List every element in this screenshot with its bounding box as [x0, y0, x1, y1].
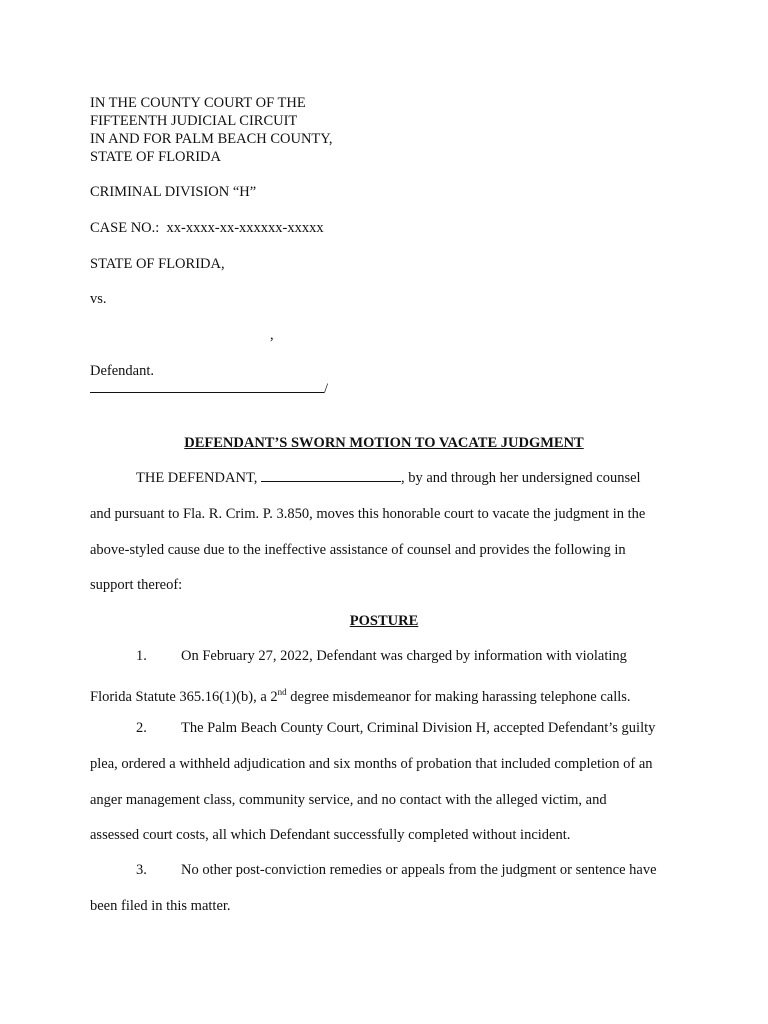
- caption-blank-line: [90, 380, 324, 393]
- intro-line: [136, 469, 641, 487]
- paragraph-line: [90, 683, 631, 706]
- paragraph-line: been filed in this matter.: [90, 898, 231, 914]
- ordinal-suffix: nd: [277, 687, 287, 697]
- court-line: IN THE COUNTY COURT OF THE: [90, 95, 306, 111]
- paragraph-text: degree misdemeanor for making harassing telephone calls.: [286, 688, 631, 705]
- paragraph-text: On February 27, 2022, Defendant was charged by information with violating: [181, 648, 627, 664]
- document-title: DEFENDANT’S SWORN MOTION TO VACATE JUDGMENT: [184, 435, 584, 451]
- versus: vs.: [90, 291, 107, 307]
- paragraph-number: 1.: [136, 648, 147, 664]
- case-number-label: CASE NO.:: [90, 220, 160, 236]
- intro-line: and pursuant to Fla. R. Crim. P. 3.850, moves this honorable court to vacate the judgment in the: [90, 506, 646, 522]
- case-number-line: [90, 219, 324, 237]
- court-line: FIFTEENTH JUDICIAL CIRCUIT: [90, 113, 298, 129]
- paragraph-line: anger management class, community service, and no contact with the alleged victim, and: [90, 792, 607, 808]
- paragraph-text: Florida Statute 365.16(1)(b), a 2: [90, 688, 278, 705]
- intro-start: THE DEFENDANT,: [136, 470, 261, 486]
- criminal-division: CRIMINAL DIVISION “H”: [90, 184, 257, 200]
- defendant-name-blank: [261, 469, 401, 482]
- intro-after-blank: , by and through her undersigned counsel: [400, 470, 641, 486]
- paragraph-line: plea, ordered a withheld adjudication and six months of probation that included completion of an: [90, 756, 653, 772]
- court-line: IN AND FOR PALM BEACH COUNTY,: [90, 131, 333, 147]
- court-line: STATE OF FLORIDA: [90, 149, 221, 165]
- intro-line: support thereof:: [90, 577, 183, 593]
- paragraph-line: [136, 647, 627, 665]
- caption-signature-rule: [90, 380, 328, 398]
- defendant-name-comma: ,: [270, 327, 274, 343]
- caption-slash: /: [324, 381, 329, 397]
- defendant-label: Defendant.: [90, 363, 155, 379]
- paragraph-text: The Palm Beach County Court, Criminal Division H, accepted Defendant’s guilty: [181, 720, 656, 736]
- paragraph-number: 2.: [136, 720, 147, 736]
- paragraph-number: 3.: [136, 862, 147, 878]
- paragraph-line: assessed court costs, all which Defendant successfully completed without incident.: [90, 827, 571, 843]
- case-number: xx-xxxx-xx-xxxxxx-xxxxx: [166, 220, 324, 236]
- intro-line: above-styled cause due to the ineffective assistance of counsel and provides the following in: [90, 542, 626, 558]
- paragraph-line: [136, 861, 657, 879]
- section-heading: POSTURE: [349, 613, 419, 629]
- paragraph-text: No other post-conviction remedies or appeals from the judgment or sentence have: [181, 862, 657, 878]
- paragraph-line: [136, 719, 655, 737]
- plaintiff-name: STATE OF FLORIDA,: [90, 256, 225, 272]
